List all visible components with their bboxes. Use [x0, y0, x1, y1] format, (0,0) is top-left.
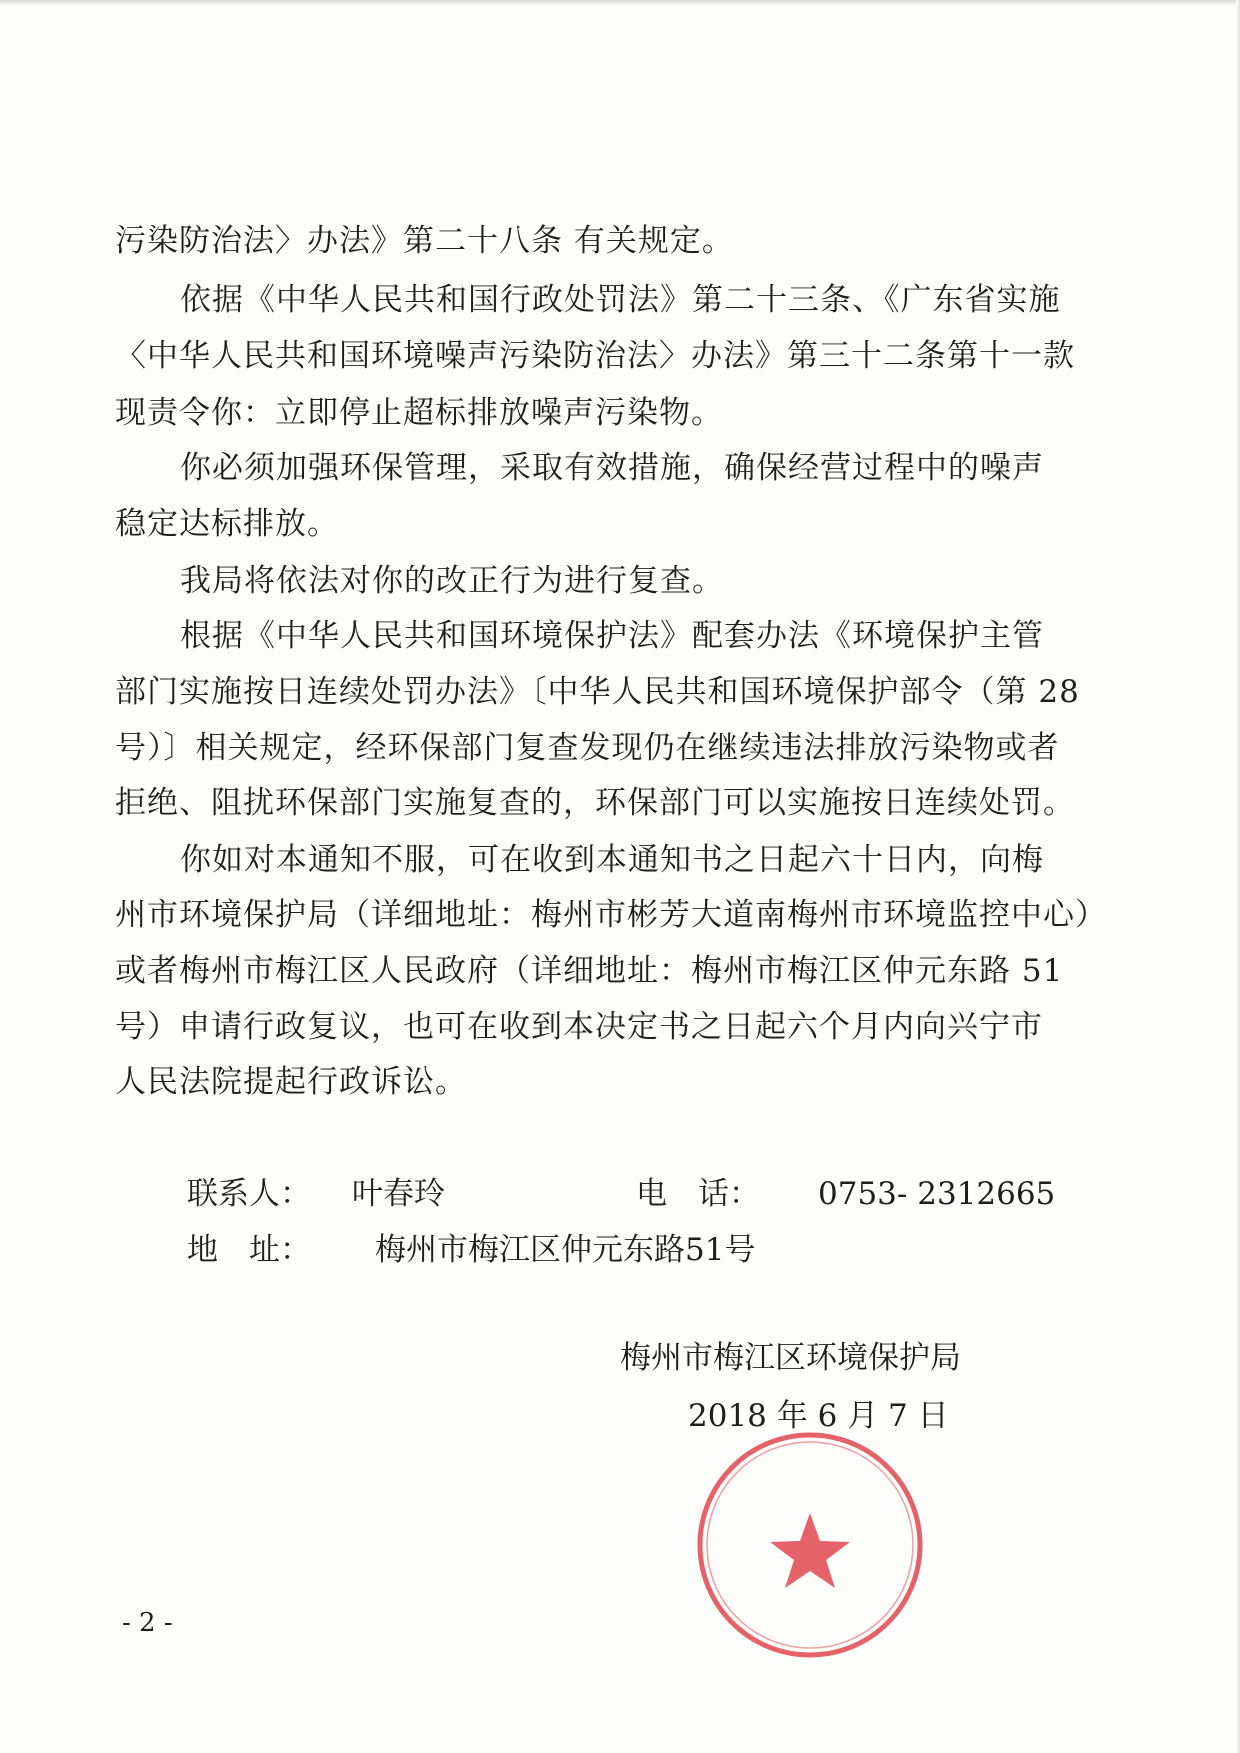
- issue-date: 2018 年 6 月 7 日: [688, 1398, 949, 1434]
- body-line: 人民法院提起行政诉讼。: [115, 1064, 467, 1100]
- body-line: 现责令你：立即停止超标排放噪声污染物。: [115, 395, 723, 431]
- body-line: 你必须加强环保管理，采取有效措施，确保经营过程中的噪声: [180, 450, 1044, 486]
- scan-right-edge: [1236, 0, 1240, 1753]
- body-line: 号）〕相关规定，经环保部门复查发现仍在继续违法排放污染物或者: [115, 730, 1060, 766]
- body-line: 号）申请行政复议，也可在收到本决定书之日起六个月内向兴宁市: [115, 1009, 1043, 1045]
- phone-number: 0753- 2312665: [818, 1176, 1056, 1212]
- address-value: 梅州市梅江区仲元东路51号: [375, 1232, 756, 1268]
- scan-top-edge: [0, 0, 1240, 6]
- body-line: 或者梅州市梅江区人民政府（详细地址：梅州市梅江区仲元东路 51: [115, 953, 1064, 989]
- body-line: 拒绝、阻扰环保部门实施复查的，环保部门可以实施按日连续处罚。: [115, 785, 1075, 821]
- contact-person-name: 叶春玲: [352, 1176, 445, 1212]
- body-line: 依据《中华人民共和国行政处罚法》第二十三条、《广东省实施: [180, 282, 1061, 318]
- address-label: 地 址：: [187, 1232, 311, 1268]
- issuing-authority: 梅州市梅江区环境保护局: [620, 1340, 961, 1376]
- body-line: 部门实施按日连续处罚办法》〔中华人民共和国环境保护部令（第 28: [115, 674, 1080, 710]
- body-line: 根据《中华人民共和国环境保护法》配套办法《环境保护主管: [180, 618, 1044, 654]
- body-line: 州市环境保护局（详细地址：梅州市彬芳大道南梅州市环境监控中心）: [115, 897, 1107, 933]
- seal-star-icon: [770, 1513, 850, 1588]
- phone-label: 电 话：: [636, 1176, 760, 1212]
- official-seal: [690, 1425, 930, 1665]
- page-number: - 2 -: [122, 1608, 173, 1638]
- body-line: 污染防治法〉办法》第二十八条 有关规定。: [115, 223, 734, 259]
- body-line: 〈中华人民共和国环境噪声污染防治法〉办法》第三十二条第十一款: [115, 338, 1075, 374]
- body-line: 你如对本通知不服，可在收到本通知书之日起六十日内，向梅: [180, 842, 1044, 878]
- body-line: 稳定达标排放。: [115, 506, 339, 542]
- contact-person-label: 联系人：: [187, 1176, 311, 1212]
- body-line: 我局将依法对你的改正行为进行复查。: [180, 563, 724, 599]
